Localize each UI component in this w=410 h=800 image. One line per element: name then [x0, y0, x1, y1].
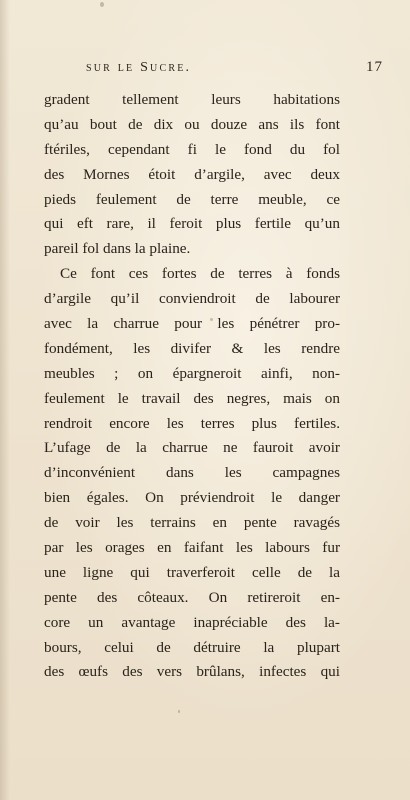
text-line: pente des côteaux. On retireroit en-	[44, 588, 340, 606]
text-line: de voir les terrains en pente ravagés	[44, 514, 340, 532]
text-line: d’argile qu’il conviendroit de labourer	[44, 290, 340, 308]
running-header	[40, 60, 385, 82]
text-line: avec la charrue pour les pénétrer pro-	[44, 315, 340, 333]
text-line: pareil fol dans la plaine.	[44, 240, 191, 258]
text-line: ftériles, cependant fi le fond du fol	[44, 140, 340, 158]
text-line: pieds feulement de terre meuble, ce	[44, 190, 340, 208]
text-line: une ligne qui traverferoit celle de la	[44, 563, 340, 581]
paragraph-2	[44, 262, 340, 685]
text-line: gradent tellement leurs habitations	[44, 91, 340, 108]
page-number: 17	[366, 59, 383, 75]
spine-shadow	[0, 0, 10, 800]
text-line: feulement le travail des negres, mais on	[44, 389, 340, 407]
text-line: rendroit encore les terres plus fertiles.	[44, 414, 340, 432]
text-line: d’inconvénient dans les campagnes	[44, 464, 340, 482]
text-line: fondément, les divifer & les rendre	[44, 339, 340, 357]
text-line: qui eft rare, il feroit plus fertile qu’un	[44, 215, 340, 233]
text-line: des Mornes étoit d’argile, avec deux	[44, 165, 340, 183]
text-line: bien égales. On préviendroit le danger	[44, 489, 340, 507]
text-line: meubles ; on épargneroit ainfi, non-	[44, 364, 340, 382]
text-line: par les orages en faifant les labours fur	[44, 539, 340, 557]
body-text	[44, 88, 340, 685]
paragraph-1	[44, 88, 340, 262]
paper-spot	[100, 2, 104, 7]
running-title: sur le Sucre.	[86, 60, 192, 75]
text-line: Ce font ces fortes de terres à fonds	[60, 265, 340, 283]
text-line: qu’au bout de dix ou douze ans ils font	[44, 115, 340, 133]
text-line: L’ufage de la charrue ne fauroit avoir	[44, 439, 340, 457]
text-line: des œufs des vers brûlans, infectes qui	[44, 663, 340, 681]
text-line: bours, celui de détruire la plupart	[44, 638, 340, 656]
text-line: core un avantage inapréciable des la-	[44, 613, 340, 631]
paper-spot	[178, 710, 180, 713]
